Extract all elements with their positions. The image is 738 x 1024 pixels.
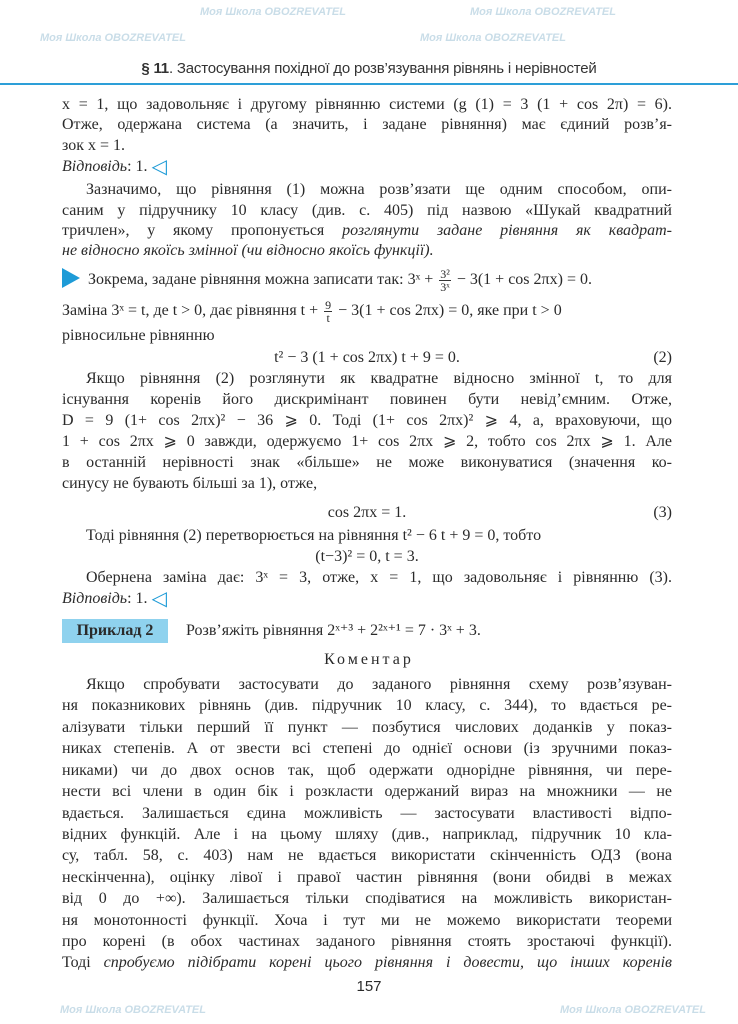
equation-number: (3) <box>653 504 672 521</box>
text-line <box>62 297 672 324</box>
header-rule <box>0 83 738 85</box>
watermark: Моя Школа OBOZREVATEL <box>40 32 186 44</box>
answer-value: : 1. <box>127 590 148 607</box>
equation: cos 2πx = 1. <box>327 504 407 521</box>
italic-segment: спробуємо підібрати корені цього рівняння і довести, що інших коренів <box>103 954 672 971</box>
text-line: никах степенів. А от звести всі степені до однієї основи (із зручними показ- <box>62 740 672 757</box>
answer-line <box>62 588 672 609</box>
section-number: § 11 <box>141 60 169 77</box>
text-line: в останній нерівності знак «більше» не може виконуватися (значення ко- <box>62 454 672 471</box>
text-line: ня монотонності функції. Хоча і тут ми не можемо використати теореми <box>62 912 672 929</box>
text-line: не відносно якоїсь змінної (чи відносно якоїсь функції). <box>62 242 434 259</box>
equation-4: (t−3)² = 0, t = 3. <box>315 548 419 565</box>
text-line: алізувати тільки перший її пункт — позбутися числових доданків у показ- <box>62 719 672 736</box>
text-line: ня показникових рівнянь (див. підручник 10 класу, с. 344), то вдається ре- <box>62 697 672 714</box>
comment-heading: Коментар <box>324 651 414 668</box>
text-line: су, табл. 58, с. 403) нам не вдається використати скінченність ОДЗ (вона <box>62 847 672 864</box>
equation-number: (2) <box>653 349 672 366</box>
text-line: зок x = 1. <box>62 137 126 154</box>
answer-value: : 1. <box>127 158 148 175</box>
end-of-solution-icon: ◁ <box>151 156 167 178</box>
fraction <box>324 299 332 324</box>
answer-line <box>62 156 672 177</box>
text-line: вдається. Залишається єдина можливість — застосувати властивості відпо- <box>62 805 672 822</box>
text-segment: − 3(1 + cos 2πx) = 0. <box>452 271 592 288</box>
text-line: саним у підручнику 10 класу (див. с. 405) під назвою «Шукай квадратний <box>62 202 672 219</box>
text-line: існування коренів його дискримінант повинен бути невід’ємним. Отже, <box>62 391 672 408</box>
text-segment: тричлен», у якому пропонується <box>62 222 343 239</box>
text-line: Тоді рівняння (2) перетворюється на рівняння t² − 6 t + 9 = 0, тобто <box>86 527 542 544</box>
italic-segment: розглянути задане рівняння як квадрат- <box>342 222 672 239</box>
text-line: никами) чи до двох основ так, щоб одержати однорідне рівняння, чи пере- <box>62 762 672 779</box>
text-segment: Заміна 3ˣ = t, де t > 0, дає рівняння t + <box>62 302 323 319</box>
text-line: Якщо рівняння (2) розглянути як квадратне відносно змінної t, то для <box>86 370 672 387</box>
numerator: 3² <box>440 266 450 281</box>
equation-2 <box>62 347 672 368</box>
fraction <box>439 268 451 293</box>
section-title: . Застосування похідної до розв’язування рівнянь і нерівностей <box>168 60 597 77</box>
text-line: Обернена заміна дає: 3ˣ = 3, отже, x = 1, що задовольняє і рівнянню (3). <box>86 569 672 586</box>
example-task: Розв’яжіть рівняння 2ˣ⁺³ + 2²ˣ⁺¹ = 7 · 3ˣ + 3. <box>186 622 481 639</box>
text-segment: − 3(1 + cos 2πx) = 0, яке при t > 0 <box>334 302 562 319</box>
example-label: Приклад 2 <box>62 619 168 643</box>
text-line: x = 1, що задовольняє і другому рівнянню системи (g (1) = 3 (1 + cos 2π) = 6). <box>62 96 672 113</box>
text-line: Якщо спробувати застосувати до заданого рівняння схему розв’язуван- <box>86 676 672 693</box>
text-segment: Зокрема, задане рівняння можна записати так: 3ˣ + <box>88 271 438 288</box>
page-number: 157 <box>356 978 382 995</box>
watermark: Моя Школа OBOZREVATEL <box>420 32 566 44</box>
text-line <box>62 952 672 973</box>
watermark: Моя Школа OBOZREVATEL <box>560 1004 706 1016</box>
watermark: Моя Школа OBOZREVATEL <box>60 1004 206 1016</box>
numerator: 9 <box>325 297 332 312</box>
text-line: D = 9 (1+ cos 2πx)² − 36 ⩾ 0. Тоді (1+ cos 2πx)² ⩾ 4, а, враховуючи, що <box>62 412 672 429</box>
text-line: від 0 до +∞). Залишається тільки сподіватися на можливість використан- <box>62 890 672 907</box>
text-line: синусу не бувають більші за 1), отже, <box>62 475 318 492</box>
text-line: про корені (в обох частинах заданого рівняння стоять зростаючі функції). <box>62 933 672 950</box>
text-line: Зазначимо, що рівняння (1) можна розв’язати ще одним способом, опи- <box>86 181 672 198</box>
text-line: 1 + cos 2πx ⩾ 0 завжди, одержуємо 1+ cos 2πx ⩾ 2, тобто cos 2πx ⩾ 1. Але <box>62 433 672 450</box>
solution-start-icon <box>62 268 80 288</box>
equation-3 <box>62 502 672 523</box>
solution-start-line <box>62 266 672 294</box>
text-line: Отже, одержана система (а значить, і задане рівняння) має єдиний розв’я- <box>62 116 672 133</box>
end-of-solution-icon: ◁ <box>151 588 167 610</box>
text-line: рівносильне рівнянню <box>62 327 215 344</box>
text-line: нескінченна), оцінку лівої і правої частин рівняння (вони обидві в межах <box>62 869 672 886</box>
denominator: t <box>326 310 330 325</box>
equation: t² − 3 (1 + cos 2πx) t + 9 = 0. <box>274 349 460 366</box>
answer-label: Відповідь <box>62 590 128 607</box>
denominator: 3ˣ <box>440 279 450 294</box>
text-line: відних функцій. Але і на цьому шляху (див., наприклад, підручник 10 кла- <box>62 826 672 843</box>
text-line <box>62 220 672 241</box>
running-header <box>0 60 738 77</box>
watermark: Моя Школа OBOZREVATEL <box>200 6 346 18</box>
watermark: Моя Школа OBOZREVATEL <box>470 6 616 18</box>
answer-label: Відповідь <box>62 158 128 175</box>
text-line: нести всі члени в один бік і розкласти одержаний вираз на множники — не <box>62 783 672 800</box>
text-segment: Тоді <box>62 954 104 971</box>
